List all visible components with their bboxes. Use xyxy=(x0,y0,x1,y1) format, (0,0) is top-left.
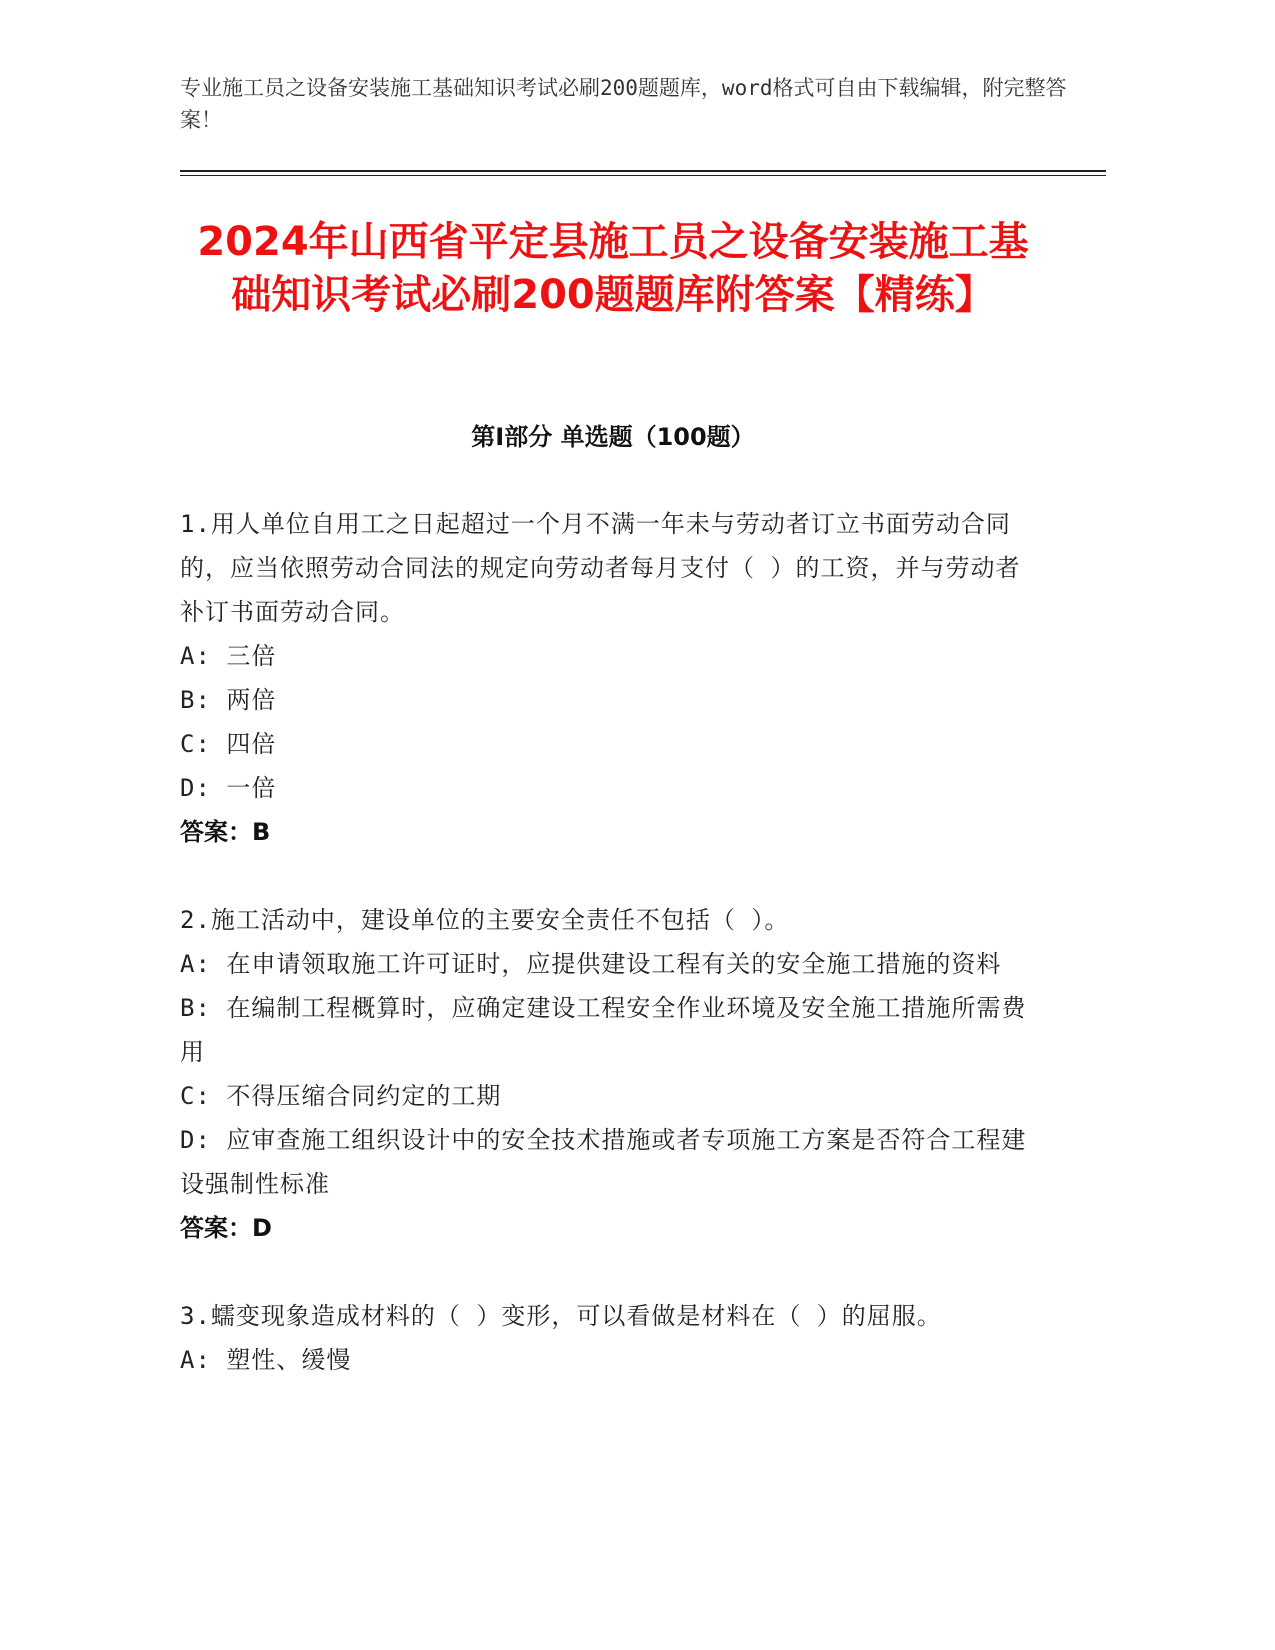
question-stem: 1.用人单位自用工之日起超过一个月不满一年未与劳动者订立书面劳动合同的，应当依照劳动合同法的规定向劳动者每月支付（ ）的工资，并与劳动者补订书面劳动合同。 xyxy=(180,510,1021,626)
option-b: B: 两倍 xyxy=(180,686,277,714)
option-d: D: 一倍 xyxy=(180,774,277,802)
question-list xyxy=(180,502,1030,1426)
question-stem: 2.施工活动中，建设单位的主要安全责任不包括（ ）。 xyxy=(180,906,790,934)
answer: 答案：B xyxy=(180,818,271,846)
option-a: A: 塑性、缓慢 xyxy=(180,1346,352,1374)
option-c: C: 四倍 xyxy=(180,730,277,758)
question-stem: 3.蠕变现象造成材料的（ ）变形，可以看做是材料在（ ）的屈服。 xyxy=(180,1302,942,1330)
option-b: B: 在编制工程概算时，应确定建设工程安全作业环境及安全施工措施所需费用 xyxy=(180,994,1027,1066)
option-c: C: 不得压缩合同约定的工期 xyxy=(180,1082,502,1110)
header-divider-thick xyxy=(180,170,1106,172)
header-note: 专业施工员之设备安装施工基础知识考试必刷200题题库，word格式可自由下载编辑，附完整答案！ xyxy=(180,76,1067,132)
option-d: D: 应审查施工组织设计中的安全技术措施或者专项施工方案是否符合工程建设强制性标准 xyxy=(180,1126,1027,1198)
question-2 xyxy=(180,898,1030,1250)
question-3 xyxy=(180,1294,1030,1382)
question-1 xyxy=(180,502,1030,854)
header-divider-thin xyxy=(180,175,1106,176)
section-heading: 第Ⅰ部分 单选题（100题） xyxy=(471,423,755,451)
option-a: A: 在申请领取施工许可证时，应提供建设工程有关的安全施工措施的资料 xyxy=(180,950,1002,978)
option-a: A: 三倍 xyxy=(180,642,277,670)
answer: 答案：D xyxy=(180,1214,272,1242)
document-title: 2024年山西省平定县施工员之设备安装施工基础知识考试必刷200题题库附答案【精练】 xyxy=(197,219,1029,318)
